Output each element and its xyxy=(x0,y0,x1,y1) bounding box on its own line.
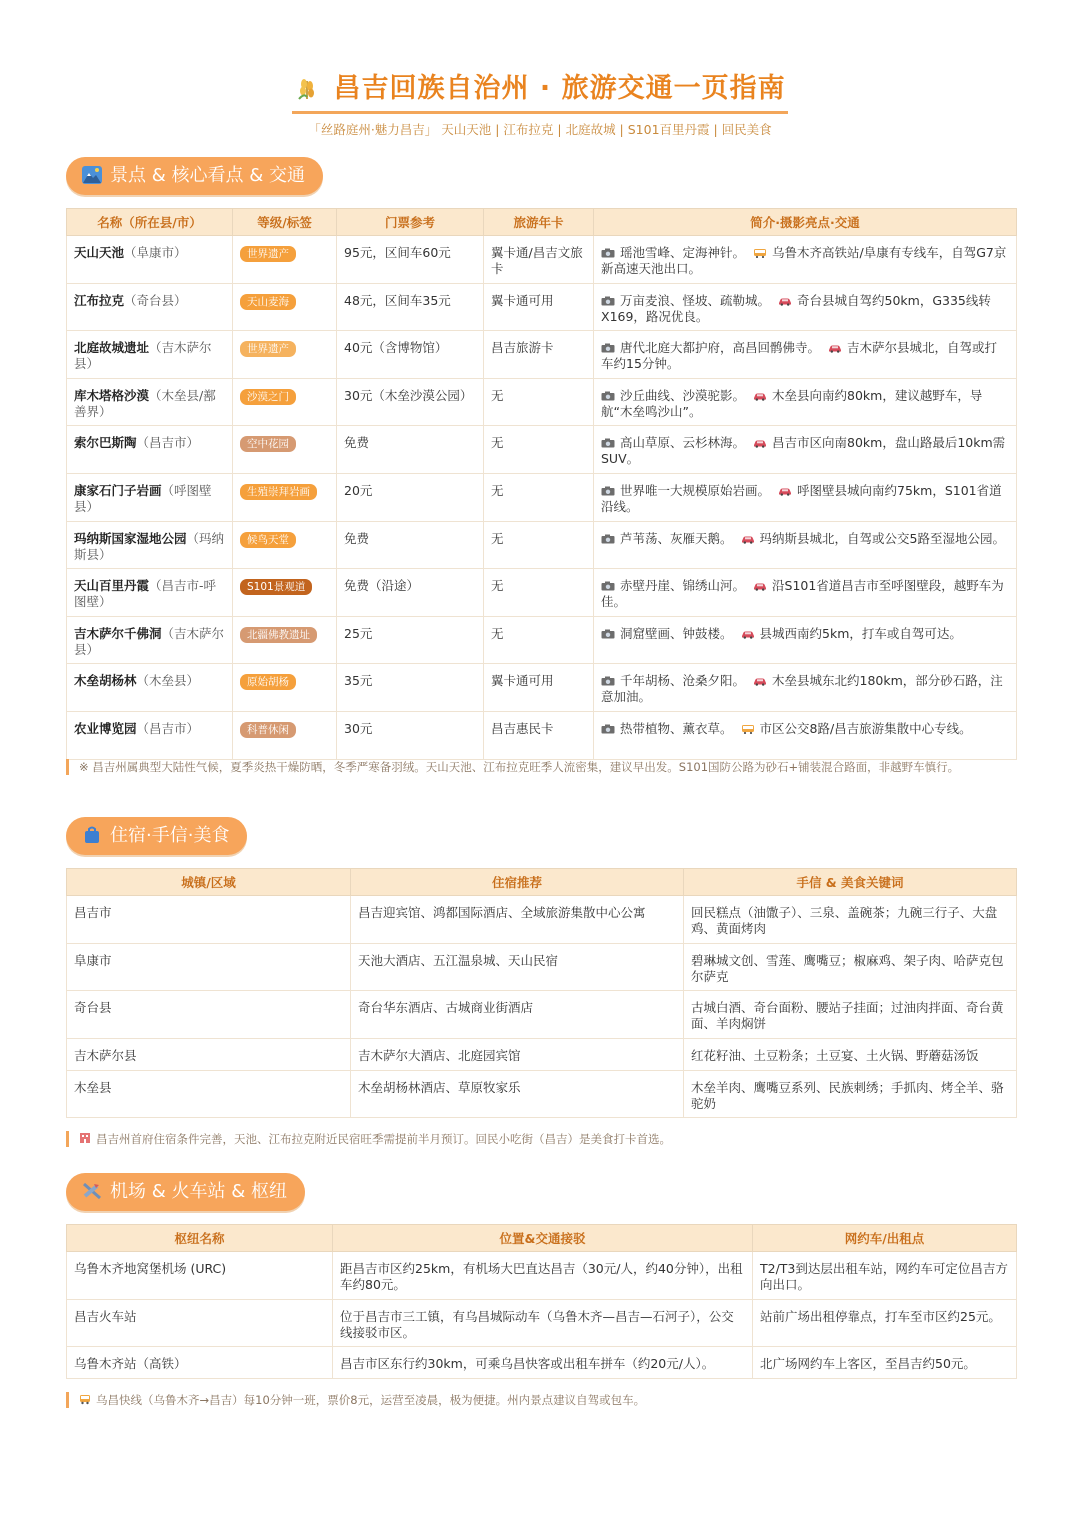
spot-transport: 玛纳斯县城北，自驾或公交5路至湿地公园。 xyxy=(759,530,1005,546)
spot-transport: 沿S101省道昌吉市至呼图壁段，越野车为佳。 xyxy=(601,578,1004,610)
spot-transport: 昌吉市区向南80km，盘山路最后10km需SUV。 xyxy=(601,435,1006,467)
camera-icon xyxy=(601,438,615,448)
spot-row xyxy=(67,711,1017,759)
car-icon xyxy=(753,676,767,686)
spot-name: 玛纳斯国家湿地公园 xyxy=(74,530,187,546)
car-icon xyxy=(753,391,767,401)
spot-county: （昌吉市-呼图壁） xyxy=(74,578,217,610)
spot-name: 天山天池 xyxy=(74,245,125,260)
spot-tag: S101景观道 xyxy=(240,579,312,595)
title-wrap xyxy=(292,66,787,114)
spot-desc: 万亩麦浪、怪坡、疏勒城。 xyxy=(620,292,771,308)
hub-location: 昌吉市区东行约30km，可乘乌昌快客或出租车拼车（约20元/人）。 xyxy=(333,1347,753,1379)
spot-county: （吉木萨尔县） xyxy=(74,625,225,657)
hub-row xyxy=(67,1299,1017,1347)
spot-card: 无 xyxy=(484,521,594,569)
spot-county: （玛纳斯县） xyxy=(74,530,225,562)
spot-ticket: 48元，区间车35元 xyxy=(337,283,484,331)
spot-desc-cell xyxy=(594,283,1017,331)
spot-desc: 洞窟壁画、钟鼓楼。 xyxy=(620,625,733,641)
spot-name: 北庭故城遗址 xyxy=(74,340,150,356)
spot-tag: 生殖崇拜岩画 xyxy=(240,484,317,500)
bus-icon xyxy=(753,248,767,258)
spot-desc: 芦苇荡、灰雁天鹅。 xyxy=(620,530,733,546)
hub-taxi: T2/T3到达层出租车站，网约车可定位昌吉方向出口。 xyxy=(753,1252,1017,1300)
spot-desc-cell xyxy=(594,378,1017,426)
spot-county: （木垒县） xyxy=(136,673,200,689)
stay-note-text: 昌吉州首府住宿条件完善，天池、江布拉克附近民宿旺季需提前半月预订。回民小吃街（昌吉）是美食打卡首选。 xyxy=(96,1132,671,1146)
hub-header-cell: 枢纽名称 xyxy=(67,1225,333,1252)
camera-icon xyxy=(601,391,615,401)
stay-area: 昌吉市 xyxy=(67,896,351,944)
spot-tag-cell xyxy=(233,426,337,474)
spot-desc-cell xyxy=(594,616,1017,664)
stay-header-cell: 城镇/区域 xyxy=(67,869,351,896)
spot-tag-cell xyxy=(233,616,337,664)
hub-header-cell: 网约车/出租点 xyxy=(753,1225,1017,1252)
stay-hotel: 天池大酒店、五江温泉城、天山民宿 xyxy=(351,943,684,991)
spot-transport: 吉木萨尔县城北，自驾或打车约15分钟。 xyxy=(601,340,998,372)
spot-card: 无 xyxy=(484,473,594,521)
stay-area: 阜康市 xyxy=(67,943,351,991)
stay-table-header xyxy=(67,869,1017,896)
spots-table xyxy=(66,208,1017,760)
spot-ticket: 20元 xyxy=(337,473,484,521)
camera-icon xyxy=(601,296,615,306)
stay-header-cell: 住宿推荐 xyxy=(351,869,684,896)
spot-name: 吉木萨尔千佛洞 xyxy=(74,625,162,641)
spot-desc-cell xyxy=(594,569,1017,617)
spots-note: ※ 昌吉州属典型大陆性气候，夏季炎热干燥防晒，冬季严寒备羽绒。天山天池、江布拉克旺季人流密集，建议早出发。S101国防公路为砂石+铺装混合路面，非越野车慎行。 xyxy=(66,759,1013,775)
stay-area: 吉木萨尔县 xyxy=(67,1038,351,1070)
hub-name: 乌鲁木齐地窝堡机场 (URC) xyxy=(67,1252,333,1300)
spot-tag: 北疆佛教遗址 xyxy=(240,627,317,643)
spot-name: 木垒胡杨林 xyxy=(74,673,137,689)
spot-desc-cell xyxy=(594,331,1017,379)
stay-row xyxy=(67,991,1017,1039)
stay-row xyxy=(67,896,1017,944)
hub-row xyxy=(67,1347,1017,1379)
spot-ticket: 免费（沿途） xyxy=(337,569,484,617)
spot-desc: 唐代北庭大都护府，高昌回鹘佛寺。 xyxy=(620,340,821,356)
car-icon xyxy=(741,629,755,639)
spot-card: 无 xyxy=(484,378,594,426)
hub-name: 乌鲁木齐站（高铁） xyxy=(67,1347,333,1379)
spot-tag: 原始胡杨 xyxy=(240,674,296,690)
spot-desc: 热带植物、薰衣草。 xyxy=(620,720,733,736)
hub-table-header xyxy=(67,1225,1017,1252)
spot-transport: 市区公交8路/昌吉旅游集散中心专线。 xyxy=(759,720,972,736)
bus-icon xyxy=(741,724,755,734)
spot-tag-cell xyxy=(233,236,337,284)
spot-row xyxy=(67,426,1017,474)
spot-ticket: 30元 xyxy=(337,711,484,759)
car-icon xyxy=(778,296,792,306)
spot-desc-cell xyxy=(594,664,1017,712)
spot-ticket: 35元 xyxy=(337,664,484,712)
spot-card: 翼卡通可用 xyxy=(484,283,594,331)
spot-tag-cell xyxy=(233,331,337,379)
spot-tag: 世界遗产 xyxy=(240,341,296,357)
stay-row xyxy=(67,1070,1017,1118)
spot-tag: 沙漠之门 xyxy=(240,389,296,405)
stay-food: 木垒羊肉、鹰嘴豆系列、民族刺绣；手抓肉、烤全羊、骆驼奶 xyxy=(684,1070,1017,1118)
car-icon xyxy=(828,343,842,353)
page-subtitle: 「丝路庭州·魅力昌吉」 天山天池 | 江布拉克 | 北庭故城 | S101百里丹霞 | 回民美食 xyxy=(308,122,772,137)
spot-tag-cell xyxy=(233,569,337,617)
spot-name-cell xyxy=(67,426,233,474)
spot-name-cell xyxy=(67,521,233,569)
spot-row xyxy=(67,616,1017,664)
stay-food: 红花籽油、土豆粉条；土豆宴、土火锅、野蘑菇汤饭 xyxy=(684,1038,1017,1070)
bus-icon xyxy=(79,1393,91,1405)
spot-desc-cell xyxy=(594,473,1017,521)
spot-transport: 县城西南约5km，打车或自驾可达。 xyxy=(759,625,962,641)
spot-desc-cell xyxy=(594,426,1017,474)
spot-name: 索尔巴斯陶 xyxy=(74,435,137,451)
section-hubs-title: 机场 & 火车站 & 枢纽 xyxy=(110,1181,287,1202)
spot-county: （奇台县） xyxy=(124,292,187,308)
spot-tag: 科普休闲 xyxy=(240,722,296,738)
spots-header-cell: 简介·摄影亮点·交通 xyxy=(594,209,1017,236)
car-icon xyxy=(778,486,792,496)
stay-area: 木垒县 xyxy=(67,1070,351,1118)
spot-desc-cell xyxy=(594,711,1017,759)
spot-tag-cell xyxy=(233,473,337,521)
spot-card: 昌吉惠民卡 xyxy=(484,711,594,759)
section-stay-heading xyxy=(66,817,247,855)
car-icon xyxy=(753,581,767,591)
section-hubs-heading xyxy=(66,1173,305,1211)
stay-hotel: 奇台华东酒店、古城商业街酒店 xyxy=(351,991,684,1039)
spot-county: （昌吉市） xyxy=(136,435,200,451)
stay-food: 古城白酒、奇台面粉、腰站子挂面；过油肉拌面、奇台黄面、羊肉焖饼 xyxy=(684,991,1017,1039)
camera-icon xyxy=(601,534,615,544)
spot-row xyxy=(67,331,1017,379)
section-stay-title: 住宿·手信·美食 xyxy=(110,825,230,846)
spot-row xyxy=(67,473,1017,521)
spot-transport: 乌鲁木齐高铁站/阜康有专线车，自驾G7京新高速天池出口。 xyxy=(601,245,1007,276)
spot-desc-cell xyxy=(594,236,1017,284)
spot-row xyxy=(67,569,1017,617)
spot-county: （吉木萨尔县） xyxy=(74,340,212,372)
section-spots-title: 景点 & 核心看点 & 交通 xyxy=(110,165,305,186)
spot-transport: 木垒县城东北约180km，部分砂石路，注意加油。 xyxy=(601,673,1003,705)
spot-row xyxy=(67,283,1017,331)
spot-county: （呼图壁县） xyxy=(74,482,212,514)
spot-desc: 世界唯一大规模原始岩画。 xyxy=(620,482,771,498)
camera-icon xyxy=(601,248,615,258)
stay-food: 碧琳城文创、雪莲、鹰嘴豆；椒麻鸡、架子肉、哈萨克包尔萨克 xyxy=(684,943,1017,991)
spot-name: 江布拉克 xyxy=(74,292,125,308)
spot-name-cell xyxy=(67,664,233,712)
spot-tag-cell xyxy=(233,664,337,712)
spot-name: 农业博览园 xyxy=(74,720,137,736)
spot-tag: 世界遗产 xyxy=(240,246,296,262)
hub-header-cell: 位置&交通接驳 xyxy=(333,1225,753,1252)
hub-taxi: 站前广场出租停靠点，打车至市区约25元。 xyxy=(753,1299,1017,1347)
spot-name-cell xyxy=(67,473,233,521)
hub-row xyxy=(67,1252,1017,1300)
mountain-icon xyxy=(82,166,102,184)
stay-hotel: 昌吉迎宾馆、鸿都国际酒店、全域旅游集散中心公寓 xyxy=(351,896,684,944)
spot-transport: 木垒县向南约80km，建议越野车，导航“木垒鸣沙山”。 xyxy=(601,387,983,419)
stay-row xyxy=(67,943,1017,991)
spot-name: 天山百里丹霞 xyxy=(74,578,150,594)
camera-icon xyxy=(601,629,615,639)
stay-row xyxy=(67,1038,1017,1070)
spot-county: （昌吉市） xyxy=(136,720,200,736)
spot-desc: 沙丘曲线、沙漠驼影。 xyxy=(620,387,746,403)
spots-table-header xyxy=(67,209,1017,236)
hub-table xyxy=(66,1224,1017,1379)
spot-card: 翼卡通可用 xyxy=(484,664,594,712)
spot-desc-cell xyxy=(594,521,1017,569)
stay-note xyxy=(66,1131,1013,1147)
stay-hotel: 木垒胡杨林酒店、草原牧家乐 xyxy=(351,1070,684,1118)
spot-ticket: 40元（含博物馆） xyxy=(337,331,484,379)
camera-icon xyxy=(601,581,615,591)
spot-name-cell xyxy=(67,711,233,759)
camera-icon xyxy=(601,343,615,353)
camera-icon xyxy=(601,724,615,734)
spot-ticket: 95元，区间车60元 xyxy=(337,236,484,284)
spot-transport: 奇台县城自驾约50km，G335线转X169，路况优良。 xyxy=(601,292,991,324)
page-header xyxy=(0,66,1080,114)
spot-transport: 呼图壁县城向南约75km，S101省道沿线。 xyxy=(601,482,1002,514)
spot-desc: 千年胡杨、沧桑夕阳。 xyxy=(620,673,746,689)
spot-row xyxy=(67,236,1017,284)
spot-tag: 天山麦海 xyxy=(240,294,296,310)
spot-ticket: 免费 xyxy=(337,426,484,474)
spot-name: 库木塔格沙漠 xyxy=(74,387,150,403)
stay-food: 回民糕点（油馓子）、三泉、盖碗茶；九碗三行子、大盘鸡、黄面烤肉 xyxy=(684,896,1017,944)
spot-name-cell xyxy=(67,378,233,426)
bag-icon xyxy=(82,826,102,844)
spot-card: 无 xyxy=(484,569,594,617)
spot-tag: 候鸟天堂 xyxy=(240,532,296,548)
spots-header-cell: 等级/标签 xyxy=(233,209,337,236)
spot-name-cell xyxy=(67,331,233,379)
hub-note xyxy=(66,1392,1013,1408)
camera-icon xyxy=(601,486,615,496)
hub-taxi: 北广场网约车上客区，至昌吉约50元。 xyxy=(753,1347,1017,1379)
spot-row xyxy=(67,521,1017,569)
spot-name-cell xyxy=(67,283,233,331)
spot-card: 昌吉旅游卡 xyxy=(484,331,594,379)
car-icon xyxy=(741,534,755,544)
spots-header-cell: 名称（所在县/市） xyxy=(67,209,233,236)
wheat-icon xyxy=(294,75,320,101)
spot-row xyxy=(67,664,1017,712)
spot-row xyxy=(67,378,1017,426)
spot-name: 康家石门子岩画 xyxy=(74,482,162,498)
spot-name-cell xyxy=(67,236,233,284)
spot-card: 无 xyxy=(484,426,594,474)
stay-header-cell: 手信 & 美食关键词 xyxy=(684,869,1017,896)
stay-hotel: 吉木萨尔大酒店、北庭园宾馆 xyxy=(351,1038,684,1070)
spot-tag-cell xyxy=(233,283,337,331)
spots-header-cell: 门票参考 xyxy=(337,209,484,236)
hotel-icon xyxy=(79,1132,91,1144)
airplane-icon xyxy=(82,1182,102,1200)
spot-ticket: 免费 xyxy=(337,521,484,569)
spot-county: （阜康市） xyxy=(124,245,187,260)
car-icon xyxy=(753,438,767,448)
page-title: 昌吉回族自治州 · 旅游交通一页指南 xyxy=(333,73,786,104)
spot-tag: 空中花园 xyxy=(240,436,296,452)
hub-name: 昌吉火车站 xyxy=(67,1299,333,1347)
spot-desc: 高山草原、云杉林海。 xyxy=(620,435,746,451)
spot-tag-cell xyxy=(233,378,337,426)
stay-area: 奇台县 xyxy=(67,991,351,1039)
hub-location: 距昌吉市区约25km，有机场大巴直达昌吉（30元/人，约40分钟），出租车约80元。 xyxy=(333,1252,753,1300)
spot-name-cell xyxy=(67,569,233,617)
spot-tag-cell xyxy=(233,521,337,569)
spots-header-cell: 旅游年卡 xyxy=(484,209,594,236)
stay-table xyxy=(66,868,1017,1118)
spot-ticket: 30元（木垒沙漠公园） xyxy=(337,378,484,426)
spot-county: （木垒县/鄯善界） xyxy=(74,387,216,419)
spot-name-cell xyxy=(67,616,233,664)
spot-card: 无 xyxy=(484,616,594,664)
spot-card: 翼卡通/昌吉文旅卡 xyxy=(484,236,594,284)
hub-location: 位于昌吉市三工镇，有乌昌城际动车（乌鲁木齐—昌吉—石河子），公交线接驳市区。 xyxy=(333,1299,753,1347)
hub-note-text: 乌昌快线（乌鲁木齐→昌吉）每10分钟一班，票价8元，运营至凌晨，极为便捷。州内景点建议自驾或包车。 xyxy=(96,1393,646,1407)
section-spots-heading xyxy=(66,157,323,195)
spot-tag-cell xyxy=(233,711,337,759)
spot-desc: 瑶池雪峰、定海神针。 xyxy=(620,245,746,260)
camera-icon xyxy=(601,676,615,686)
spot-desc: 赤壁丹崖、锦绣山河。 xyxy=(620,578,746,594)
spot-ticket: 25元 xyxy=(337,616,484,664)
